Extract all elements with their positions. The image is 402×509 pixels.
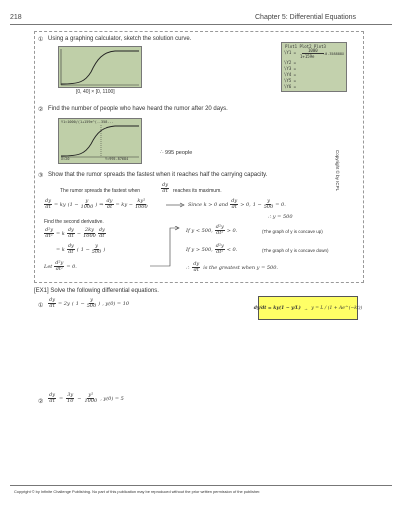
formula-arrow: → — [303, 305, 309, 311]
sd2-500: 500 — [91, 249, 102, 255]
if1-d2y: d²y — [215, 224, 224, 230]
eq-dy: dy — [45, 198, 52, 204]
sd2-y: y — [95, 243, 98, 249]
calc-graph-2 — [58, 118, 142, 164]
conclusion-line — [186, 262, 278, 273]
editor-y4: \Y4 = — [284, 72, 297, 77]
problem3-instruction: Show that the rumor spreads the fastest when it reaches half the carrying capacity. — [48, 172, 268, 178]
if2-text: If y > 500, — [186, 246, 213, 253]
sd-1000: 1000 — [83, 233, 96, 239]
let-eq0: = 0. — [66, 263, 77, 270]
concl-text: is the greatest when y = 500. — [203, 264, 279, 271]
sd2-dt: dt — [68, 249, 74, 255]
concave-down-note: (The graph of y is concave down) — [262, 248, 329, 253]
since-gt0: > 0, — [240, 201, 251, 208]
q1-init: , y(0) = 10 — [102, 300, 130, 307]
since-500: 500 — [263, 204, 274, 210]
since-one-minus: 1 − — [252, 201, 262, 208]
screen-y: Y=995.87684 — [105, 157, 129, 161]
q1-500: 500 — [86, 303, 97, 309]
q2-dy: dy — [49, 392, 56, 398]
if-greater-line — [186, 244, 237, 255]
concl-dy: dy — [193, 261, 200, 267]
sd-2ky: 2ky — [84, 227, 94, 233]
side-copyright: Copyright © by ICPL — [335, 150, 340, 192]
q2-init: , y(0) = 5 — [100, 395, 124, 402]
eq2-ky: = ky − — [115, 201, 133, 208]
if1-text: If y < 500, — [186, 227, 213, 234]
concave-up-note: (The graph of y is concave up) — [262, 229, 323, 234]
sd-minus: − — [76, 230, 82, 237]
if2-dt2: dt² — [216, 249, 224, 255]
rumor-line-a: The rumor spreads the fastest when — [60, 188, 141, 194]
q2-dt: dt — [49, 398, 55, 404]
frac-den: dt — [162, 188, 168, 194]
sd2-dy: dy — [67, 243, 74, 249]
rumor-dydt — [161, 183, 169, 194]
logistic-curve-2 — [59, 119, 141, 163]
problem1-number: ① — [38, 37, 44, 43]
page-number: 218 — [10, 14, 22, 21]
calc-editor — [281, 42, 347, 92]
sd-dt2b: dt — [99, 233, 105, 239]
logistic-equation — [44, 199, 148, 210]
if1-dt2: dt² — [216, 230, 224, 236]
sd2-k: = k — [56, 246, 65, 253]
ex1-q1-equation — [48, 298, 129, 309]
q1-dt: dt — [49, 303, 55, 309]
q1-dy: dy — [49, 297, 56, 303]
ex1-q2-equation — [48, 393, 124, 404]
eq-ky: = ky — [54, 201, 66, 208]
editor-y1-exp: -0.358888X — [323, 52, 345, 56]
sd-dt: dt — [68, 233, 74, 239]
editor-y1-den: 1+159e — [300, 54, 315, 59]
eq2-dt: dt — [106, 204, 113, 210]
second-derivative-eq1 — [44, 228, 106, 239]
connector-arrow — [150, 226, 180, 286]
since-text: Since k > 0 and — [188, 201, 229, 208]
eq-paren: (1 − — [67, 201, 79, 208]
frac-num: dy — [162, 182, 169, 188]
logistic-curve-1 — [59, 47, 141, 87]
footer-copyright: Copyright © by Infinite Challenge Publishing. No part of this publication may be reproduced without the prior written permission of the publisher. — [14, 489, 261, 494]
y-equals-500: ∴ y = 500 — [268, 214, 293, 220]
q1-paren-close: ) — [98, 300, 101, 307]
header-rule — [10, 24, 392, 25]
sd-dy: dy — [67, 227, 74, 233]
eq-paren-close: ) — [95, 201, 98, 208]
problem3-number: ③ — [38, 173, 44, 179]
problem2-answer: ∴ 995 people — [160, 150, 193, 156]
formula-rhs: y = L / (1 + Ae^(−kt)) — [311, 305, 363, 311]
screen-top-text: Y1=1000/(1+159e^(-.358... — [61, 120, 114, 124]
since-dy: dy — [231, 198, 238, 204]
sd2-one-minus: 1 − — [80, 246, 90, 253]
rumor-line-b: reaches its maximum. — [173, 188, 222, 194]
sd-d2y: d²y — [45, 227, 54, 233]
if2-d2y: d²y — [215, 243, 224, 249]
q2-eq: = — [59, 395, 64, 402]
let-text: Let — [44, 263, 53, 270]
sd2-paren-close: ) — [103, 246, 106, 253]
therefore-symbol: ∴ — [186, 264, 190, 271]
q2-3y: 3y — [67, 392, 74, 398]
q1-2y: = 2y — [58, 300, 70, 307]
calc-graph-1 — [58, 46, 142, 88]
editor-y6: \Y6 = — [284, 84, 297, 89]
editor-tabs: Plot1 Plot2 Plot3 — [285, 44, 326, 49]
chapter-title: Chapter 5: Differential Equations — [255, 14, 357, 21]
ex1-title: [EX1] Solve the following differential equations. — [34, 288, 159, 294]
q2-10: 10 — [67, 398, 74, 404]
since-dt: dt — [231, 204, 237, 210]
eq2-ky2: ky² — [137, 198, 146, 204]
q1-one-minus: 1 − — [75, 300, 85, 307]
second-derivative-eq2 — [56, 244, 105, 255]
editor-y3: \Y3 = — [284, 66, 297, 71]
q2-1000: 1000 — [84, 398, 98, 404]
if1-gt0: > 0. — [226, 227, 238, 234]
q2-y2: y² — [88, 392, 94, 398]
concl-dt: dt — [193, 267, 199, 273]
formula-lhs: dy/dt = ky(1 − y/L) — [253, 305, 301, 311]
eq-implies: ⇒ — [99, 201, 104, 208]
footer-rule — [10, 485, 392, 486]
editor-y2: \Y2 = — [284, 60, 297, 65]
screen-x: X=20 — [61, 157, 70, 161]
editor-y1-num: 1000 — [308, 48, 318, 53]
since-y: y — [267, 198, 270, 204]
editor-y5: \Y5 = — [284, 78, 297, 83]
eq2-dy: dy — [106, 198, 113, 204]
ex1-q1-number: ① — [38, 303, 44, 309]
eq2-1000: 1000 — [134, 204, 148, 210]
eq-y: y — [85, 198, 89, 204]
eq-dt: dt — [45, 204, 51, 210]
second-derivative-label: Find the second derivative. — [44, 219, 104, 225]
eq-1000: 1000 — [80, 204, 94, 210]
sd2-paren: ( — [76, 246, 79, 253]
sd-dy2: dy — [98, 227, 105, 233]
let-d2y: d²y — [55, 260, 64, 266]
let-line — [44, 261, 77, 272]
if-less-line — [186, 225, 237, 236]
window-label: [0, 40] × [0, 1100] — [76, 89, 115, 95]
q1-paren: ( — [71, 300, 74, 307]
problem2-instruction: Find the number of people who have heard the rumor after 20 days. — [48, 106, 228, 112]
problem2-number: ② — [38, 107, 44, 113]
problem1-instruction: Using a graphing calculator, sketch the solution curve. — [48, 36, 192, 42]
logistic-formula-box — [253, 296, 363, 320]
ex1-q2-number: ② — [38, 399, 44, 405]
sd-dt2: dt² — [45, 233, 53, 239]
q2-minus: − — [77, 395, 82, 402]
editor-y1: \Y1 = — [284, 50, 297, 55]
let-dt2: dt² — [55, 266, 63, 272]
sd-k: = k — [56, 230, 65, 237]
since-eq0: = 0. — [275, 201, 286, 208]
if2-lt0: < 0. — [226, 246, 238, 253]
arrow-right-icon — [166, 201, 186, 209]
since-line — [188, 199, 286, 210]
q1-y: y — [90, 297, 93, 303]
